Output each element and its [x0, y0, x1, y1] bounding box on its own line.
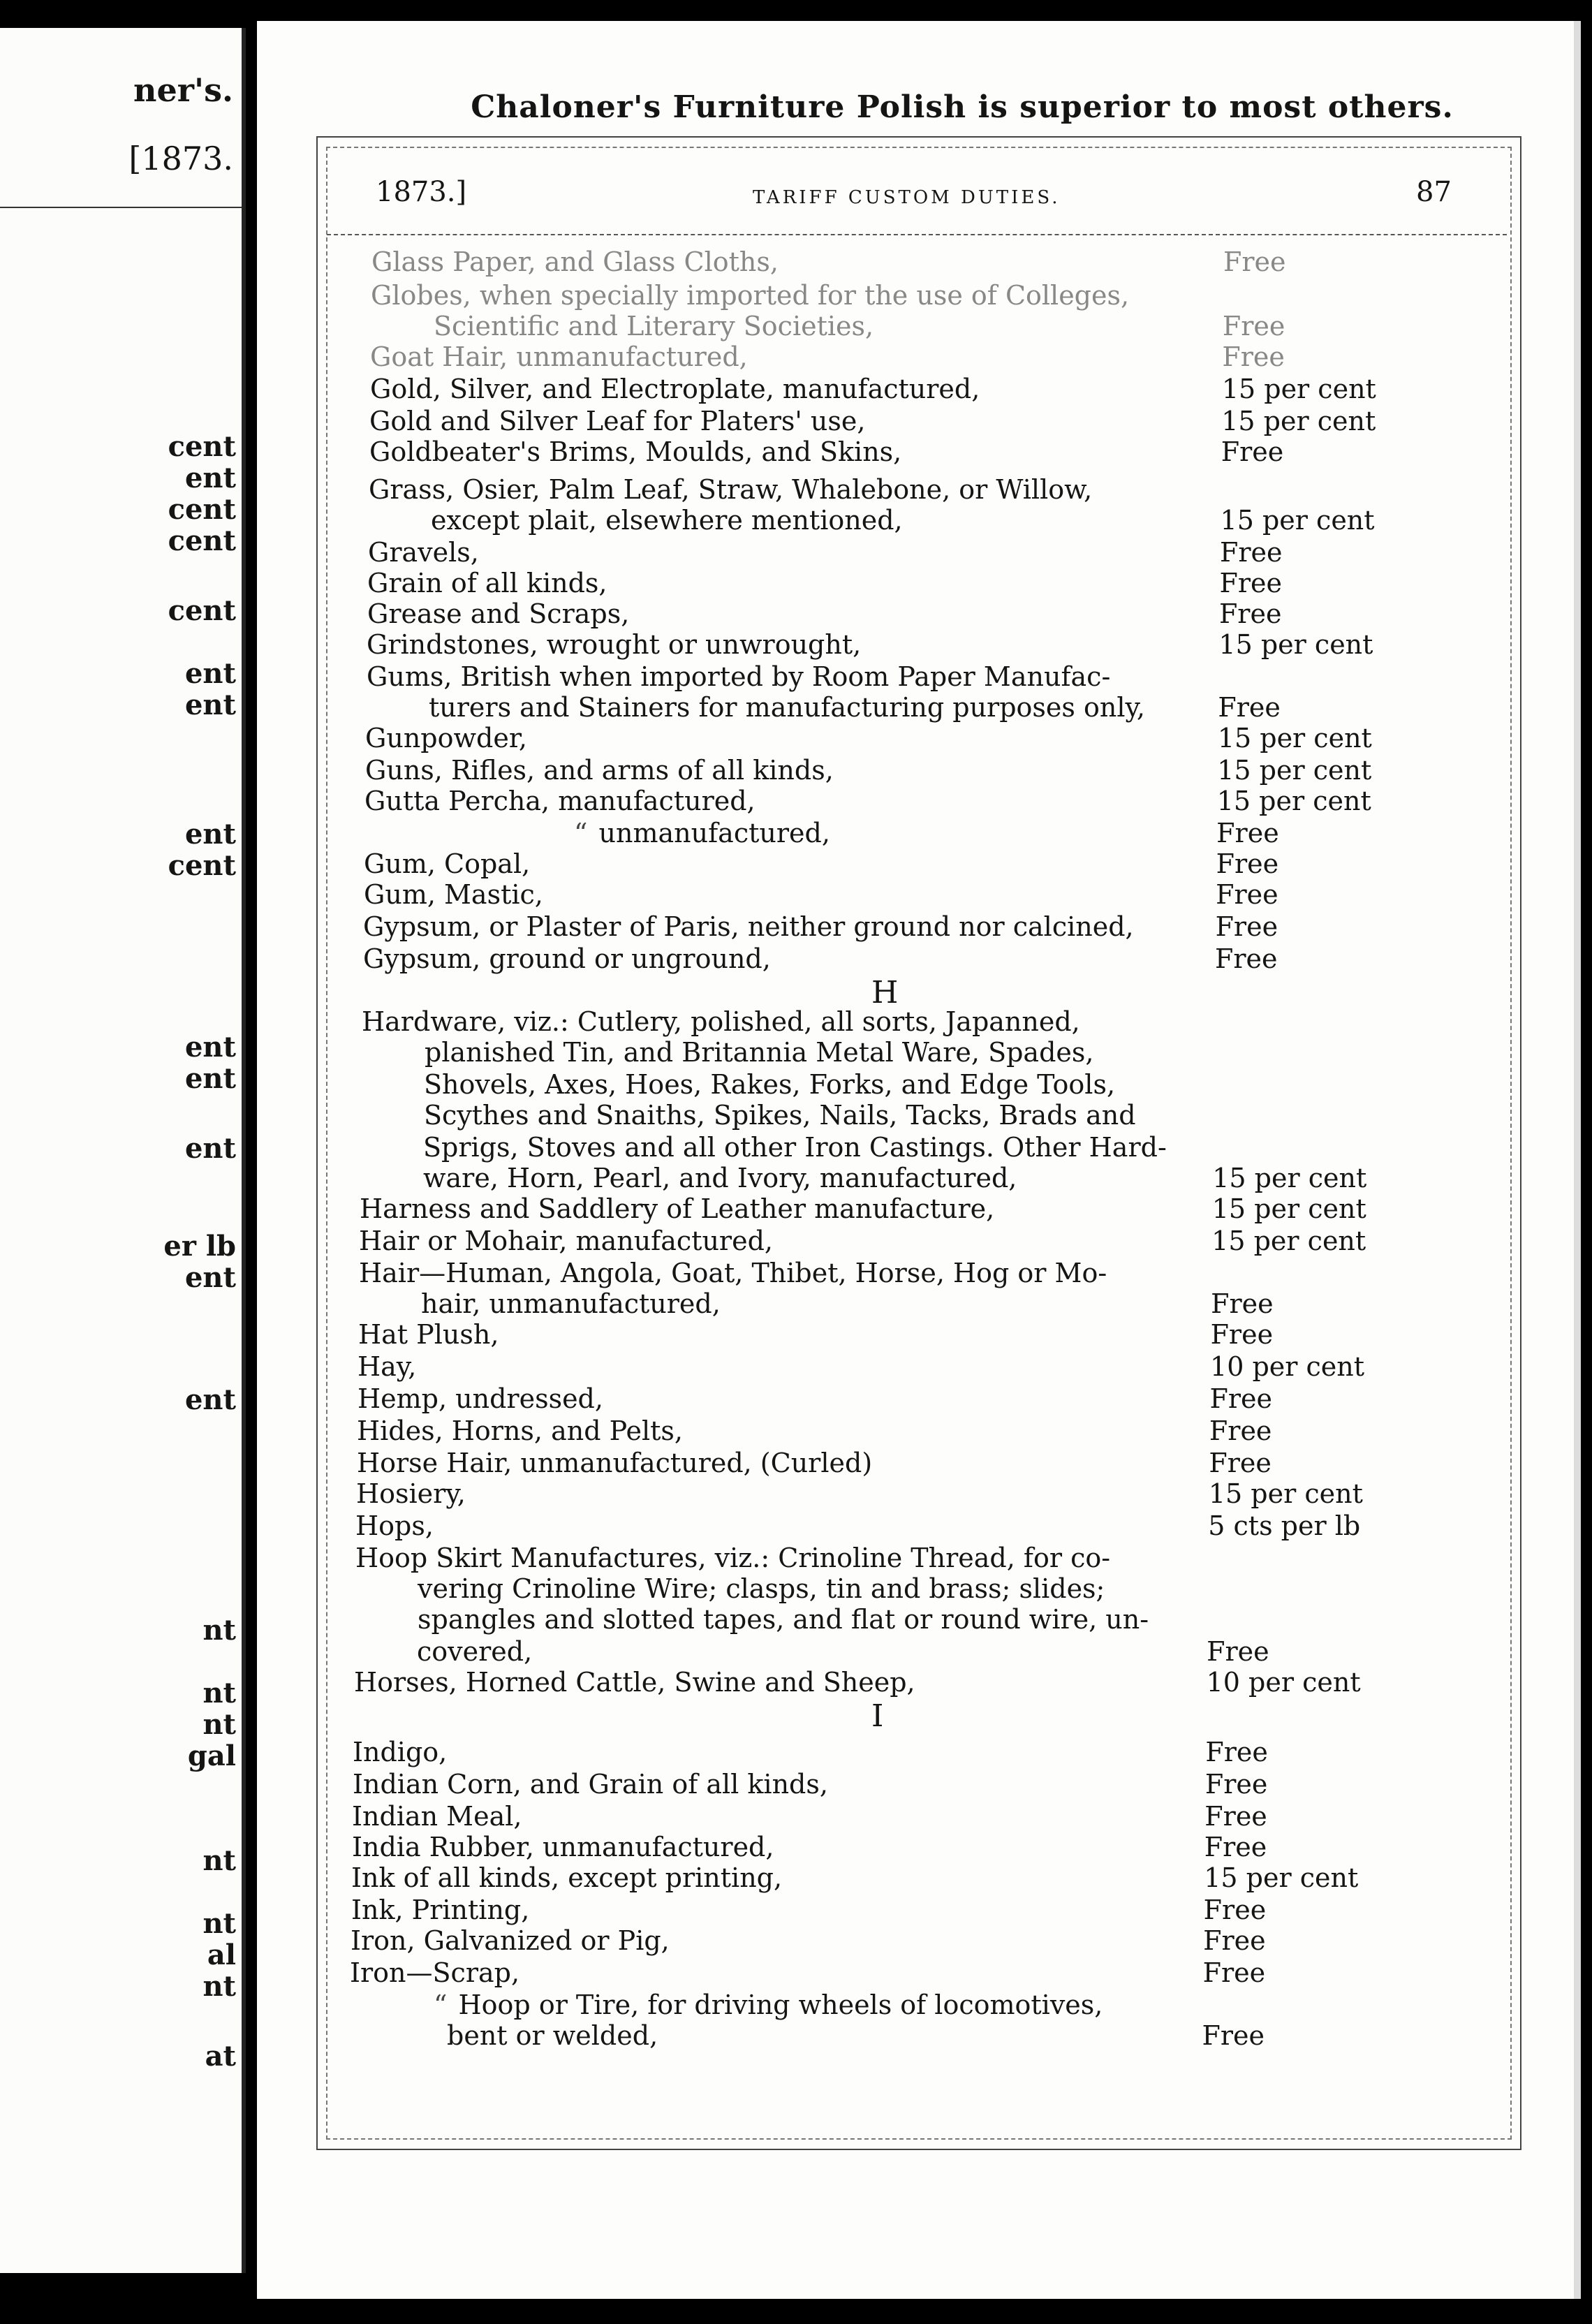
page-number: 87: [1416, 176, 1452, 208]
tariff-item: Grain of all kinds,: [367, 568, 607, 598]
tariff-item: Indian Corn, and Grain of all kinds,: [353, 1769, 828, 1800]
duty-rate: 10 per cent: [1206, 1667, 1361, 1698]
tariff-item-continuation: Sprigs, Stoves and all other Iron Castings. Other Hard-: [423, 1132, 1167, 1163]
left-page-fragment: ent: [184, 1062, 236, 1095]
tariff-list: [257, 21, 1581, 2299]
tariff-item: Hair or Mohair, manufactured,: [359, 1226, 773, 1256]
duty-rate: 15 per cent: [1216, 786, 1371, 816]
tariff-item: Guns, Rifles, and arms of all kinds,: [365, 755, 834, 786]
tariff-item-text: Hoop or Tire, for driving wheels of locomotives,: [458, 1990, 1103, 2020]
tariff-item-continuation: Shovels, Axes, Hoes, Rakes, Forks, and Edge Tools,: [424, 1069, 1116, 1100]
tariff-item: Indian Meal,: [352, 1801, 522, 1832]
left-page-rule: [0, 207, 246, 208]
duty-rate: 10 per cent: [1210, 1351, 1365, 1382]
duty-rate: Free: [1202, 2020, 1265, 2051]
tariff-item: Hemp, undressed,: [358, 1383, 603, 1414]
right-page: [257, 21, 1581, 2299]
tariff-item-continuation: bent or welded,: [447, 2020, 658, 2051]
tariff-item-continuation: except plait, elsewhere mentioned,: [431, 505, 903, 536]
tariff-item-continuation: covered,: [417, 1636, 533, 1667]
duty-rate: 5 cts per lb: [1208, 1510, 1361, 1541]
duty-rate: Free: [1218, 692, 1281, 723]
duty-rate: Free: [1209, 1448, 1272, 1478]
tariff-item: Grass, Osier, Palm Leaf, Straw, Whalebone, or Willow,: [369, 474, 1093, 505]
tariff-item: Hardware, viz.: Cutlery, polished, all sorts, Japanned,: [362, 1006, 1080, 1037]
duty-rate: 15 per cent: [1218, 629, 1373, 660]
left-page-fragment: ent: [184, 1261, 236, 1294]
tariff-item: Horses, Horned Cattle, Swine and Sheep,: [354, 1667, 915, 1698]
duty-rate: 15 per cent: [1211, 1193, 1366, 1224]
tariff-item: Gypsum, ground or unground,: [363, 943, 771, 974]
left-page-fragment: nt: [202, 1907, 236, 1940]
tariff-item-continuation: Scythes and Snaiths, Spikes, Nails, Tacks, Brads and: [424, 1100, 1136, 1131]
left-page-fragment: nt: [202, 1708, 236, 1741]
duty-rate: 15 per cent: [1217, 723, 1372, 753]
left-page-fragment: nt: [202, 1677, 236, 1709]
tariff-item: [574, 820, 830, 846]
left-page-fragment: al: [207, 1939, 236, 1971]
left-page-year: [1873.: [128, 140, 233, 177]
tariff-item-continuation: vering Crinoline Wire; clasps, tin and brass; slides;: [418, 1573, 1105, 1604]
duty-rate: Free: [1222, 311, 1285, 341]
tariff-item: Globes, when specially imported for the use of Colleges,: [371, 280, 1130, 311]
duty-rate: Free: [1215, 943, 1278, 974]
duty-rate: 15 per cent: [1217, 755, 1372, 786]
left-page-fragment: cent: [168, 594, 236, 627]
left-page-fragment: cent: [168, 524, 236, 557]
tariff-item-continuation: planished Tin, and Britannia Metal Ware, Spades,: [425, 1037, 1094, 1068]
left-page-fragment: ent: [184, 462, 236, 494]
tariff-item: Harness and Saddlery of Leather manufacture,: [360, 1193, 995, 1224]
left-page-fragment: nt: [202, 1970, 236, 2003]
left-page-fragment: gal: [187, 1740, 236, 1772]
duty-rate: 15 per cent: [1221, 406, 1376, 436]
tariff-item: Hoop Skirt Manufactures, viz.: Crinoline Thread, for co-: [355, 1543, 1111, 1573]
duty-rate: Free: [1202, 1957, 1266, 1988]
left-page-title: ner's.: [133, 71, 233, 109]
duty-rate: 15 per cent: [1208, 1478, 1363, 1509]
duty-rate: Free: [1215, 911, 1278, 942]
duty-rate: Free: [1218, 598, 1282, 629]
ditto-mark: “: [574, 818, 599, 848]
tariff-item: Gravels,: [368, 537, 479, 568]
left-page-fragment: er lb: [163, 1230, 236, 1263]
duty-rate: Free: [1216, 848, 1279, 879]
duty-rate: Free: [1204, 1769, 1268, 1800]
tariff-item: Grease and Scraps,: [367, 598, 630, 629]
tariff-item: Gutta Percha, manufactured,: [364, 786, 756, 816]
tariff-item-continuation: ware, Horn, Pearl, and Ivory, manufactured,: [423, 1163, 1017, 1193]
tariff-item: Gums, British when imported by Room Paper Manufac-: [367, 661, 1111, 692]
left-page-fragment: ent: [184, 818, 236, 851]
duty-rate: 15 per cent: [1220, 505, 1375, 536]
tariff-item-continuation: hair, unmanufactured,: [421, 1288, 721, 1319]
page-advertisement: Chaloner's Furniture Polish is superior to most others.: [471, 89, 1454, 125]
tariff-item: Ink of all kinds, except printing,: [351, 1862, 783, 1893]
duty-rate: Free: [1204, 1801, 1267, 1832]
duty-rate: Free: [1209, 1415, 1272, 1446]
left-page-fragment: at: [205, 2040, 236, 2073]
left-page-fragment: nt: [202, 1844, 236, 1877]
duty-rate: 15 per cent: [1212, 1163, 1367, 1193]
ditto-mark: “: [434, 1990, 459, 2020]
tariff-item-continuation: spangles and slotted tapes, and flat or round wire, un-: [418, 1604, 1149, 1635]
tariff-item: Hops,: [355, 1510, 434, 1541]
duty-rate: 15 per cent: [1211, 1226, 1366, 1256]
left-page-fragment: ent: [184, 657, 236, 690]
tariff-item: Gypsum, or Plaster of Paris, neither ground nor calcined,: [363, 911, 1134, 942]
tariff-item: Gum, Mastic,: [364, 879, 543, 910]
duty-rate: Free: [1211, 1288, 1274, 1319]
tariff-item-continuation: turers and Stainers for manufacturing purposes only,: [429, 692, 1145, 723]
tariff-item: Ink, Printing,: [351, 1895, 530, 1925]
tariff-item-continuation: Scientific and Literary Societies,: [434, 311, 874, 341]
left-page-fragment: cent: [168, 430, 236, 463]
tariff-item: India Rubber, unmanufactured,: [352, 1832, 774, 1862]
duty-rate: Free: [1203, 1925, 1266, 1956]
tariff-item: Hat Plush,: [358, 1319, 499, 1350]
tariff-item: Goat Hair, unmanufactured,: [370, 341, 748, 372]
tariff-item: Hides, Horns, and Pelts,: [357, 1415, 683, 1446]
tariff-item: Indigo,: [353, 1737, 448, 1767]
duty-rate: Free: [1210, 1319, 1274, 1350]
duty-rate: Free: [1203, 1895, 1267, 1925]
left-page-fragment: cent: [168, 849, 236, 882]
tariff-item: [434, 1992, 1103, 2018]
tariff-item: Goldbeater's Brims, Moulds, and Skins,: [369, 436, 902, 467]
tariff-item: Iron—Scrap,: [350, 1957, 520, 1988]
page-gutter: [242, 28, 246, 2273]
page-edge: [1574, 21, 1581, 2299]
tariff-item: Gunpowder,: [365, 723, 527, 753]
running-title: TARIFF CUSTOM DUTIES.: [753, 187, 1061, 208]
duty-rate: Free: [1222, 341, 1285, 372]
duty-rate: Free: [1223, 247, 1286, 277]
left-page-fragment: ent: [184, 689, 236, 721]
duty-rate: Free: [1204, 1832, 1267, 1862]
tariff-item: Gold and Silver Leaf for Platers' use,: [369, 406, 866, 436]
left-page-fragment: ent: [184, 1383, 236, 1416]
duty-rate: Free: [1221, 436, 1284, 467]
tariff-item: Gold, Silver, and Electroplate, manufactured,: [370, 374, 980, 404]
duty-rate: Free: [1219, 568, 1282, 598]
tariff-item-text: unmanufactured,: [598, 818, 830, 848]
duty-rate: Free: [1216, 818, 1279, 848]
duty-rate: 15 per cent: [1221, 374, 1376, 404]
tariff-item: Iron, Galvanized or Pig,: [351, 1925, 670, 1956]
left-page-fragment: nt: [202, 1614, 236, 1647]
tariff-item: Gum, Copal,: [364, 848, 531, 879]
tariff-item: Hosiery,: [356, 1478, 466, 1509]
duty-rate: Free: [1205, 1737, 1268, 1767]
page-year: 1873.]: [376, 176, 467, 208]
left-page: [0, 28, 246, 2273]
duty-rate: Free: [1220, 537, 1283, 568]
tariff-item: Hair—Human, Angola, Goat, Thibet, Horse, Hog or Mo-: [359, 1258, 1107, 1288]
tariff-item: Grindstones, wrought or unwrought,: [367, 629, 862, 660]
duty-rate: Free: [1209, 1383, 1272, 1414]
left-page-fragment: ent: [184, 1132, 236, 1165]
section-letter: H: [871, 975, 899, 1010]
left-page-fragment: ent: [184, 1031, 236, 1064]
tariff-item: Glass Paper, and Glass Cloths,: [371, 247, 779, 277]
duty-rate: 15 per cent: [1204, 1862, 1359, 1893]
tariff-item: Horse Hair, unmanufactured, (Curled): [357, 1448, 873, 1478]
left-page-fragment: cent: [168, 493, 236, 526]
duty-rate: Free: [1216, 879, 1278, 910]
tariff-item: Hay,: [358, 1351, 417, 1382]
duty-rate: Free: [1207, 1636, 1269, 1667]
section-letter: I: [871, 1698, 884, 1734]
